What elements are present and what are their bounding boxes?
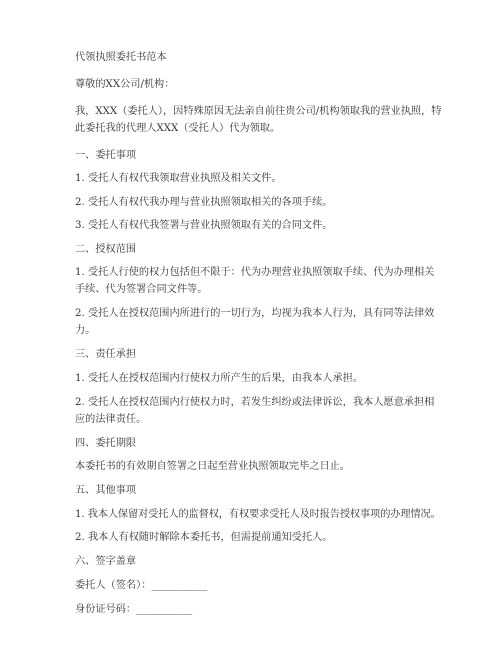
section-1-item-3: 3. 受托人有权代我签署与营业执照领取有关的合同文件。 [75,220,333,231]
salutation: 尊敬的XX公司/机构： [75,79,175,90]
section-2-item-2-line-1: 2. 受托人在授权范围内所进行的一切行为，均视为我本人行为，具有同等法律效 [75,308,435,319]
section-3-item-2-line-1: 2. 受托人在授权范围内行使权力时，若发生纠纷或法律诉讼，我本人愿意承担相 [75,397,435,408]
intro-line-1: 我，XXX（委托人），因特殊原因无法亲自前往贵公司/机构领取我的营业执照，特 [75,106,442,117]
section-5-item-1: 1. 我本人保留对受托人的监督权，有权要求受托人及时报告授权事项的办理情况。 [75,509,441,520]
intro-line-2: 此委托我的代理人XXX（受托人）代为领取。 [75,123,281,134]
section-4-text: 本委托书的有效期自签署之日起至营业执照领取完毕之日止。 [75,461,351,472]
section-2-item-1-line-2: 手续、代为签署合同文件等。 [75,284,208,295]
section-1-heading: 一、委托事项 [75,150,137,161]
principal-signature-field: 委托人（签名）：___________ [75,580,208,591]
section-1-item-1: 1. 受托人有权代我领取营业执照及相关文件。 [75,173,282,184]
section-2-item-2-line-2: 力。 [75,325,96,336]
section-5-item-2: 2. 我本人有权随时解除本委托书，但需提前通知受托人。 [75,532,333,543]
id-number-field: 身份证号码：___________ [75,604,193,615]
section-3-item-2-line-2: 应的法律责任。 [75,414,147,425]
section-5-heading: 五、其他事项 [75,485,137,496]
section-2-heading: 二、授权范围 [75,244,137,255]
section-2-item-1-line-1: 1. 受托人行使的权力包括但不限于：代为办理营业执照领取手续、代为办理相关 [75,267,435,278]
section-4-heading: 四、委托期限 [75,438,137,449]
document-title: 代领执照委托书范本 [75,52,167,63]
section-3-item-1: 1. 受托人在授权范围内行使权力所产生的后果，由我本人承担。 [75,373,364,384]
section-3-heading: 三、责任承担 [75,349,137,360]
section-1-item-2: 2. 受托人有权代我办理与营业执照领取相关的各项手续。 [75,197,333,208]
section-6-heading: 六、签字盖章 [75,556,137,567]
